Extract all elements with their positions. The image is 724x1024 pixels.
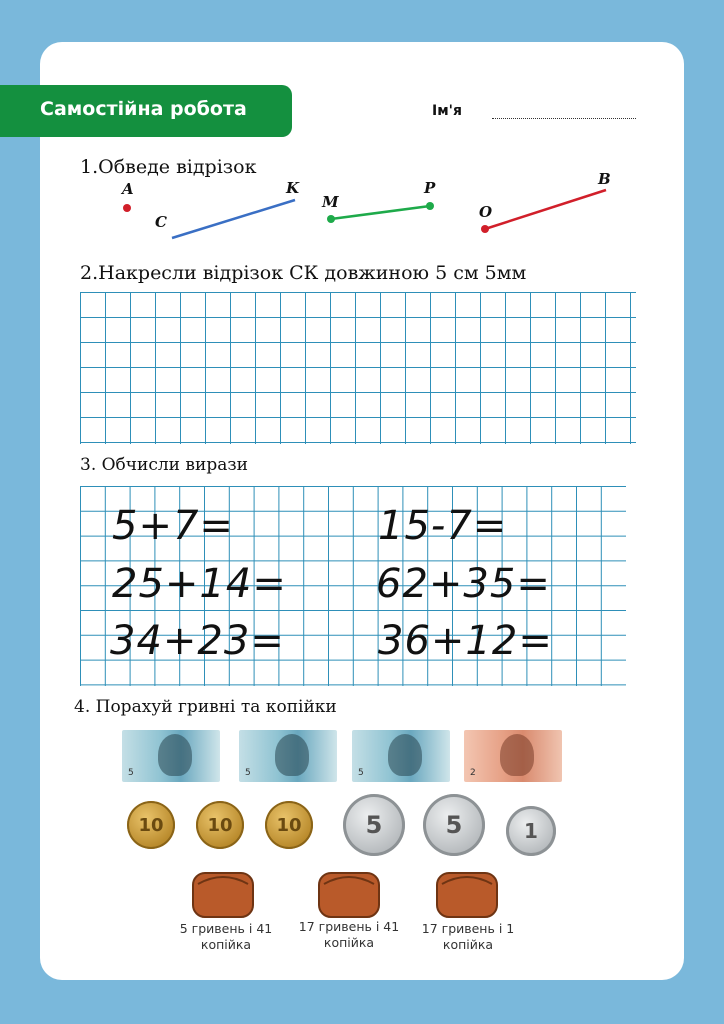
wallet-icon[interactable] (190, 868, 256, 920)
label-m: M (322, 193, 339, 211)
expression-2: 15-7= (378, 503, 508, 549)
answer-option-2[interactable] (294, 919, 404, 951)
banknote-5-uah (352, 730, 450, 782)
task1-segments (0, 0, 724, 260)
coin-10-kop: 10 (265, 801, 313, 849)
task2-heading: 2.Накресли відрізок СК довжиною 5 см 5мм (80, 262, 527, 284)
answer-option-3[interactable] (413, 921, 523, 953)
coin-10-kop: 10 (196, 801, 244, 849)
task3-heading: 3. Обчисли вирази (80, 455, 248, 475)
label-b: B (598, 170, 611, 188)
answer-line: копійка (200, 937, 252, 952)
banknote-2-uah (464, 730, 562, 782)
task4-heading: 4. Порахуй гривні та копійки (74, 697, 337, 717)
task1-heading: 1.Обведе відрізок (80, 156, 257, 178)
label-c: C (155, 213, 167, 231)
name-label: Ім'я (432, 103, 462, 119)
answer-option-1[interactable] (171, 921, 281, 953)
coin-10-kop: 10 (127, 801, 175, 849)
expression-6: 36+12= (378, 618, 553, 664)
answer-line: 17 гривень і 41 (298, 919, 400, 934)
segment-mp (331, 206, 430, 219)
coin-5-kop: 5 (423, 794, 485, 856)
label-a: A (122, 180, 134, 198)
wallet-icon[interactable] (316, 868, 382, 920)
point-a (123, 204, 131, 212)
wallet-icon[interactable] (434, 868, 500, 920)
coin-5-kop: 5 (343, 794, 405, 856)
answer-line: копійка (323, 935, 375, 950)
answer-line: 17 гривень і 1 (421, 921, 515, 936)
expression-4: 62+35= (376, 561, 551, 607)
drawing-grid[interactable] (80, 292, 636, 444)
label-o: O (479, 203, 493, 221)
worksheet-title: Самостійна робота (40, 98, 247, 120)
banknote-value: 2 (470, 768, 476, 778)
expression-3: 25+14= (112, 561, 287, 607)
label-k: K (286, 179, 300, 197)
banknote-value: 5 (128, 768, 134, 778)
answer-line: копійка (442, 937, 494, 952)
label-p: P (424, 179, 436, 197)
answer-line: 5 гривень і 41 (179, 921, 273, 936)
banknote-value: 5 (245, 768, 251, 778)
segment-ob (485, 190, 606, 229)
point-o (481, 225, 489, 233)
expression-1: 5+7= (112, 503, 234, 549)
banknote-5-uah (239, 730, 337, 782)
banknote-value: 5 (358, 768, 364, 778)
point-p (426, 202, 434, 210)
banknote-5-uah (122, 730, 220, 782)
point-m (327, 215, 335, 223)
expression-5: 34+23= (110, 618, 285, 664)
segment-ck (172, 200, 295, 238)
coin-1-kop: 1 (506, 806, 556, 856)
